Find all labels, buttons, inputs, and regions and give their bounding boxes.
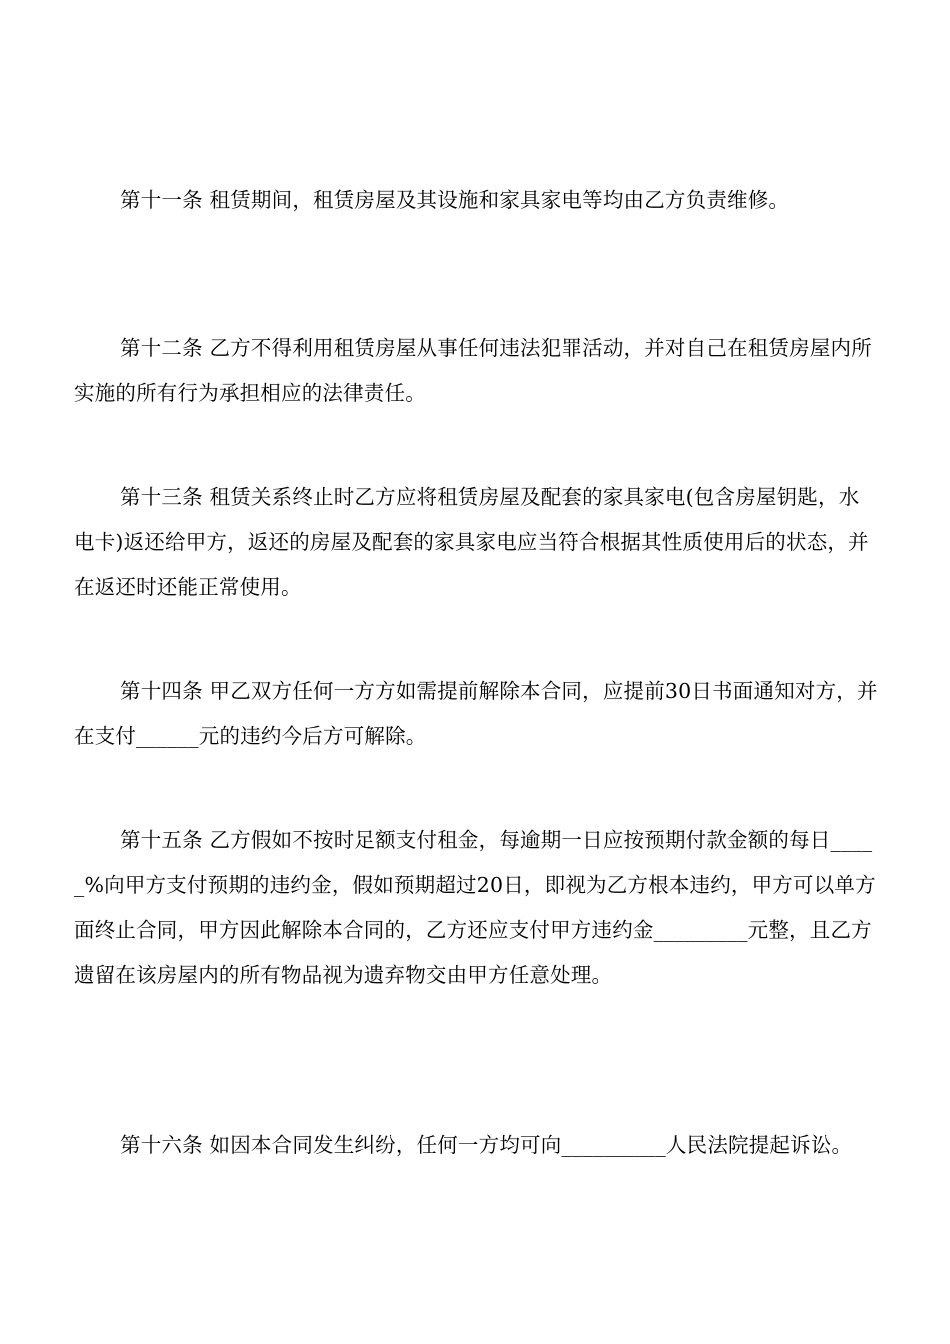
article-13: 第十三条 租赁关系终止时乙方应将租赁房屋及配套的家具家电(包含房屋钥匙，水电卡)返还给甲方，返还的房屋及配套的家具家电应当符合根据其性质使用后的状态，并在返还时还能正常使用。 <box>74 485 869 599</box>
article-16: 第十六条 如因本合同发生纠纷，任何一方均可向__________人民法院提起诉讼。 <box>120 1133 853 1157</box>
article-15: 第十五条 乙方假如不按时足额支付租金，每逾期一日应按预期付款金额的每日_____%向甲方支付预期的违约金，假如预期超过20日，即视为乙方根本违约，甲方可以单方面终止合同，甲方因此解除本合同的，乙方还应支付甲方违约金_________元整，且乙方遗留在该房屋内的所有物品视为遗弃物交由甲方任意处理。 <box>74 828 876 987</box>
article-14: 第十四条 甲乙双方任何一方方如需提前解除本合同，应提前30日书面通知对方，并在支付______元的违约今后方可解除。 <box>74 679 878 748</box>
article-11: 第十一条 租赁期间，租赁房屋及其设施和家具家电等均由乙方负责维修。 <box>120 188 790 212</box>
article-12: 第十二条 乙方不得利用租赁房屋从事任何违法犯罪活动，并对自己在租赁房屋内所实施的所有行为承担相应的法律责任。 <box>74 336 872 405</box>
